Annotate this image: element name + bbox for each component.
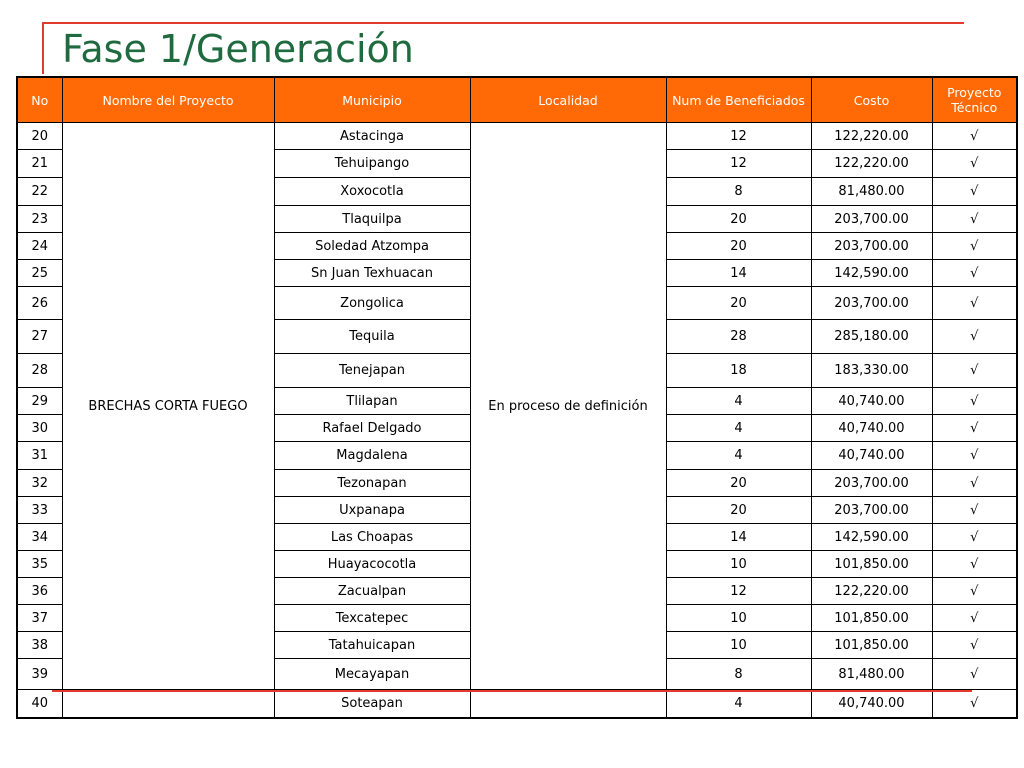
cell-check-mark: √: [932, 442, 1017, 470]
cell-beneficiados: 10: [666, 605, 811, 632]
cell-check-mark: √: [932, 260, 1017, 287]
cell-beneficiados: 14: [666, 524, 811, 551]
table-row: [17, 690, 1017, 718]
cell-municipio: Tlaquilpa: [274, 206, 470, 233]
cell-no: 40: [17, 690, 62, 718]
cell-check-mark: √: [932, 206, 1017, 233]
cell-check-mark: √: [932, 659, 1017, 690]
header-no: No: [17, 77, 62, 123]
cell-costo: 40,740.00: [811, 690, 932, 718]
cell-municipio: Rafael Delgado: [274, 415, 470, 442]
cell-beneficiados: 12: [666, 578, 811, 605]
cell-no: 22: [17, 178, 62, 206]
cell-check-mark: √: [932, 287, 1017, 320]
cell-check-mark: √: [932, 497, 1017, 524]
bottom-rule: [52, 690, 972, 692]
cell-beneficiados: 4: [666, 690, 811, 718]
cell-municipio: Mecayapan: [274, 659, 470, 690]
cell-costo: 183,330.00: [811, 354, 932, 388]
cell-no: 28: [17, 354, 62, 388]
cell-costo: 101,850.00: [811, 632, 932, 659]
cell-beneficiados: 10: [666, 632, 811, 659]
cell-costo: 142,590.00: [811, 260, 932, 287]
cell-no: 38: [17, 632, 62, 659]
header-nombre: Nombre del Proyecto: [62, 77, 274, 123]
cell-beneficiados: 20: [666, 206, 811, 233]
cell-no: 31: [17, 442, 62, 470]
cell-costo: 101,850.00: [811, 551, 932, 578]
cell-costo: 40,740.00: [811, 388, 932, 415]
table-header-row: [17, 77, 1017, 123]
cell-municipio: Astacinga: [274, 123, 470, 150]
cell-no: 27: [17, 320, 62, 354]
cell-municipio: Tlilapan: [274, 388, 470, 415]
cell-municipio: Tequila: [274, 320, 470, 354]
cell-municipio: Tezonapan: [274, 470, 470, 497]
cell-beneficiados: 20: [666, 233, 811, 260]
cell-beneficiados: 12: [666, 150, 811, 178]
cell-no: 20: [17, 123, 62, 150]
cell-check-mark: √: [932, 233, 1017, 260]
cell-no: 25: [17, 260, 62, 287]
cell-costo: 203,700.00: [811, 497, 932, 524]
table-row: [17, 123, 1017, 150]
cell-no: 35: [17, 551, 62, 578]
cell-beneficiados: 4: [666, 415, 811, 442]
cell-beneficiados: 8: [666, 178, 811, 206]
cell-costo: 122,220.00: [811, 123, 932, 150]
cell-municipio: Soledad Atzompa: [274, 233, 470, 260]
cell-costo: 122,220.00: [811, 150, 932, 178]
cell-no: 23: [17, 206, 62, 233]
cell-check-mark: √: [932, 524, 1017, 551]
cell-check-mark: √: [932, 632, 1017, 659]
cell-localidad-empty: [470, 690, 666, 718]
cell-check-mark: √: [932, 690, 1017, 718]
cell-check-mark: √: [932, 605, 1017, 632]
projects-table: [16, 76, 1018, 719]
header-costo: Costo: [811, 77, 932, 123]
cell-costo: 203,700.00: [811, 287, 932, 320]
cell-check-mark: √: [932, 123, 1017, 150]
cell-beneficiados: 20: [666, 470, 811, 497]
cell-localidad: En proceso de definición: [470, 123, 666, 690]
cell-beneficiados: 4: [666, 442, 811, 470]
cell-costo: 81,480.00: [811, 178, 932, 206]
cell-costo: 142,590.00: [811, 524, 932, 551]
cell-no: 26: [17, 287, 62, 320]
cell-costo: 101,850.00: [811, 605, 932, 632]
cell-municipio: Sn Juan Texhuacan: [274, 260, 470, 287]
title-rule-left: [42, 22, 44, 74]
cell-costo: 81,480.00: [811, 659, 932, 690]
cell-no: 36: [17, 578, 62, 605]
cell-municipio: Las Choapas: [274, 524, 470, 551]
cell-municipio: Texcatepec: [274, 605, 470, 632]
cell-no: 34: [17, 524, 62, 551]
cell-beneficiados: 12: [666, 123, 811, 150]
cell-no: 24: [17, 233, 62, 260]
cell-municipio: Zongolica: [274, 287, 470, 320]
cell-no: 33: [17, 497, 62, 524]
cell-costo: 40,740.00: [811, 415, 932, 442]
cell-municipio: Xoxocotla: [274, 178, 470, 206]
cell-project-name: BRECHAS CORTA FUEGO: [62, 123, 274, 690]
cell-beneficiados: 8: [666, 659, 811, 690]
cell-check-mark: √: [932, 415, 1017, 442]
cell-project-name-empty: [62, 690, 274, 718]
cell-beneficiados: 10: [666, 551, 811, 578]
cell-check-mark: √: [932, 578, 1017, 605]
cell-check-mark: √: [932, 178, 1017, 206]
cell-no: 29: [17, 388, 62, 415]
cell-costo: 203,700.00: [811, 470, 932, 497]
cell-beneficiados: 20: [666, 287, 811, 320]
cell-check-mark: √: [932, 320, 1017, 354]
slide-title: Fase 1/Generación: [62, 27, 414, 71]
cell-beneficiados: 4: [666, 388, 811, 415]
cell-municipio: Tenejapan: [274, 354, 470, 388]
cell-beneficiados: 18: [666, 354, 811, 388]
cell-check-mark: √: [932, 470, 1017, 497]
cell-costo: 40,740.00: [811, 442, 932, 470]
cell-municipio: Tehuipango: [274, 150, 470, 178]
header-proyecto-tecnico: Proyecto Técnico: [932, 77, 1017, 123]
cell-no: 37: [17, 605, 62, 632]
header-localidad: Localidad: [470, 77, 666, 123]
cell-no: 30: [17, 415, 62, 442]
cell-municipio: Soteapan: [274, 690, 470, 718]
cell-costo: 203,700.00: [811, 206, 932, 233]
cell-beneficiados: 14: [666, 260, 811, 287]
cell-beneficiados: 20: [666, 497, 811, 524]
cell-beneficiados: 28: [666, 320, 811, 354]
cell-check-mark: √: [932, 388, 1017, 415]
header-municipio: Municipio: [274, 77, 470, 123]
cell-municipio: Magdalena: [274, 442, 470, 470]
cell-check-mark: √: [932, 150, 1017, 178]
cell-municipio: Tatahuicapan: [274, 632, 470, 659]
cell-municipio: Uxpanapa: [274, 497, 470, 524]
cell-no: 39: [17, 659, 62, 690]
cell-municipio: Huayacocotla: [274, 551, 470, 578]
cell-costo: 122,220.00: [811, 578, 932, 605]
cell-check-mark: √: [932, 354, 1017, 388]
cell-municipio: Zacualpan: [274, 578, 470, 605]
cell-no: 21: [17, 150, 62, 178]
cell-no: 32: [17, 470, 62, 497]
cell-costo: 285,180.00: [811, 320, 932, 354]
cell-check-mark: √: [932, 551, 1017, 578]
cell-costo: 203,700.00: [811, 233, 932, 260]
header-beneficiados: Num de Beneficiados: [666, 77, 811, 123]
